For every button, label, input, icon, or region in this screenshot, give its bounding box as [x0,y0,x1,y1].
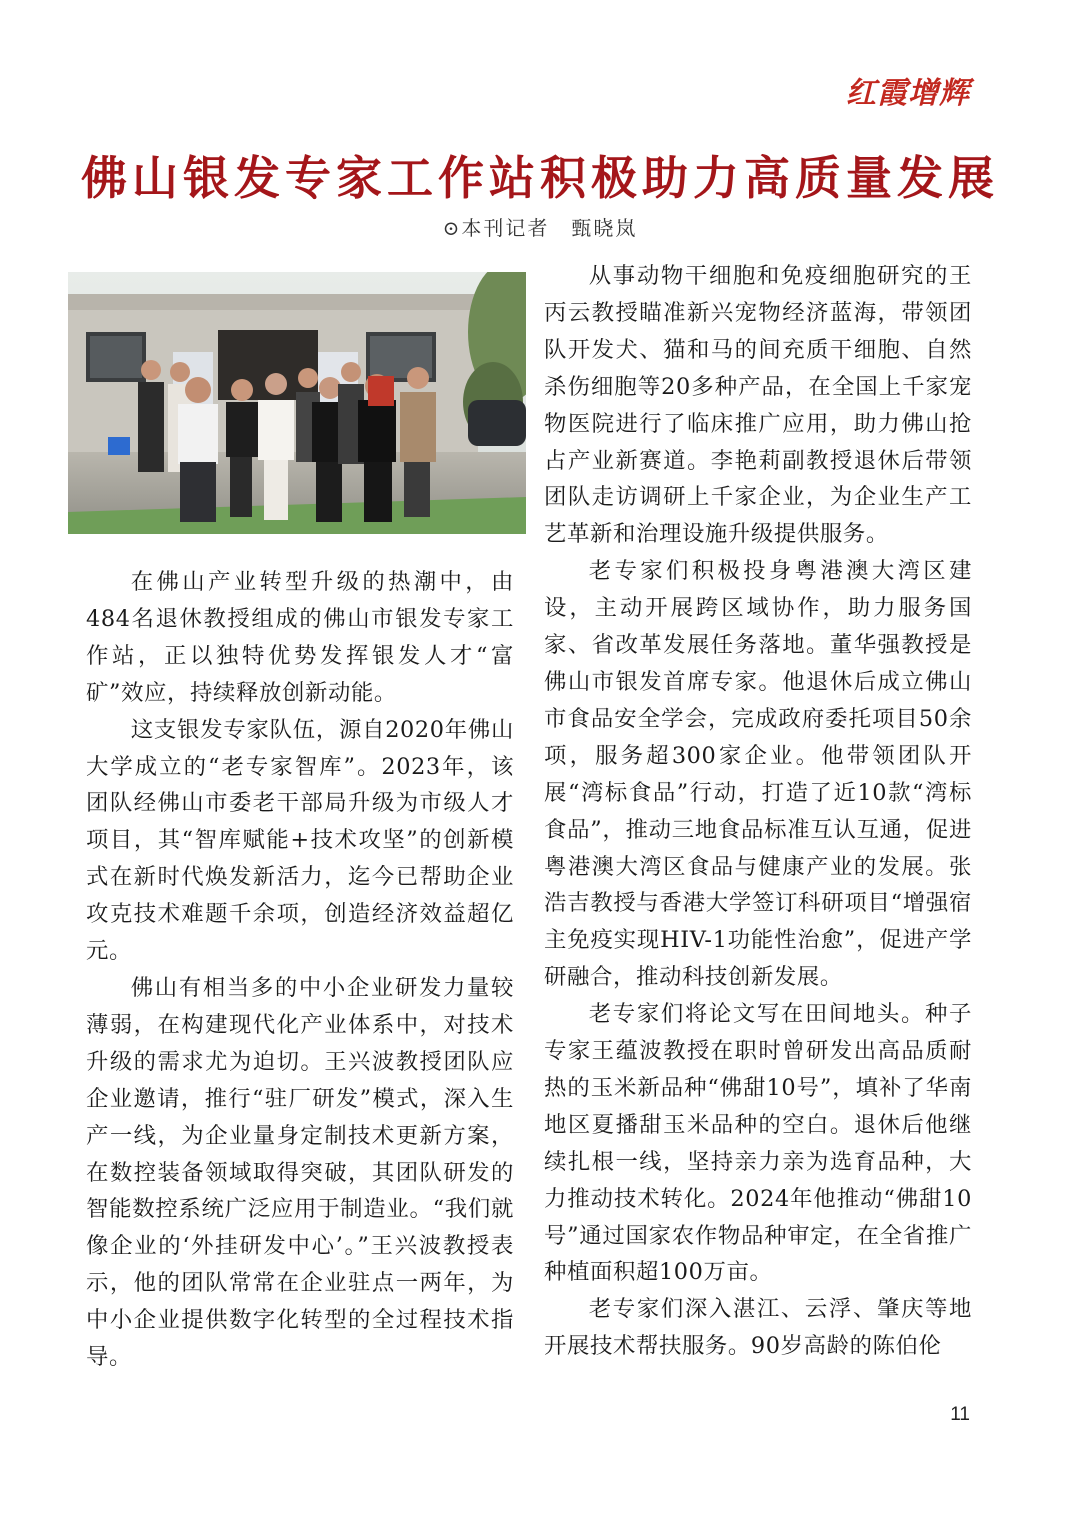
paragraph: 这支银发专家队伍，源自2020年佛山大学成立的“老专家智库”。2023年，该团队经佛山市委老干部局升级为市级人才项目，其“智库赋能+技术攻坚”的创新模式在新时代焕发新活力，迄今已帮助企业攻克技术难题千余项，创造经济效益超亿元。 [86,716,514,965]
group-photo [68,272,526,534]
byline [0,212,1080,241]
paragraph: 老专家们积极投身粤港澳大湾区建设，主动开展跨区域协作，助力服务国家、省改革发展任务落地。董华强教授是佛山市银发首席专家。他退休后成立佛山市食品安全学会，完成政府委托项目50余项，服务超300家企业。他带领团队开展“湾标食品”行动，打造了近10款“湾标食品”，推动三地食品标准互认互通，促进粤港澳大湾区食品与健康产业的发展。张浩吉教授与香港大学签订科研项目“增强宿主免疫实现HIV-1功能性治愈”，促进产学研融合，推动科技创新发展。 [544,558,972,991]
paragraph: 老专家们深入湛江、云浮、肇庆等地开展技术帮扶服务。90岁高龄的陈伯伦 [544,1296,972,1360]
byline-mark: ⊙ [442,216,462,240]
right-column [544,258,972,1365]
paragraph: 佛山有相当多的中小企业研发力量较薄弱，在构建现代化产业体系中，对技术升级的需求尤为迫切。王兴波教授团队应企业邀请，推行“驻厂研发”模式，深入生产一线，为企业量身定制技术更新方案，在数控装备领域取得突破，其团队研发的智能数控系统广泛应用于制造业。“我们就像企业的‘外挂研发中心’。”王兴波教授表示，他的团队常常在企业驻点一两年，为中小企业提供数字化转型的全过程技术指导。 [86,974,514,1371]
paragraph: 老专家们将论文写在田间地头。种子专家王蕴波教授在职时曾研发出高品质耐热的玉米新品种“佛甜10号”，填补了华南地区夏播甜玉米品种的空白。退休后他继续扎根一线，坚持亲力亲为选育品种，大力推动技术转化。2024年他推动“佛甜10号”通过国家农作物品种审定，在全省推广种植面积超100万亩。 [544,1001,972,1286]
column-tag: 红霞增辉 [846,76,970,111]
byline-author: 甄晓岚 [571,216,638,240]
paragraph: 从事动物干细胞和免疫细胞研究的王丙云教授瞄准新兴宠物经济蓝海，带领团队开发犬、猫和马的间充质干细胞、自然杀伤细胞等20多种产品，在全国上千家宠物医院进行了临床推广应用，助力佛山抢占产业新赛道。李艳莉副教授退休后带领团队走访调研上千家企业，为企业生产工艺革新和治理设施升级提供服务。 [544,263,972,548]
article-title: 佛山银发专家工作站积极助力高质量发展 [81,151,999,205]
left-column [86,564,514,1376]
paragraph: 在佛山产业转型升级的热潮中，由484名退休教授组成的佛山市银发专家工作站，正以独特优势发挥银发人才“富矿”效应，持续释放创新动能。 [86,569,514,706]
byline-role: 本刊记者 [461,216,550,240]
page-number: 11 [950,1404,970,1425]
